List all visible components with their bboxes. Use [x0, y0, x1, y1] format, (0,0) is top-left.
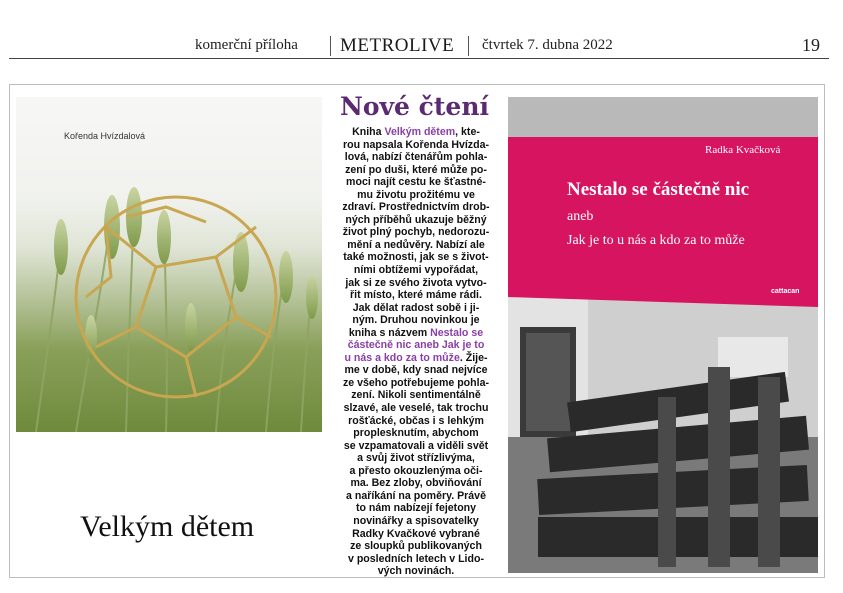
- article-line: [330, 440, 502, 453]
- issue-date: čtvrtek 7. dubna 2022: [482, 37, 613, 53]
- article-line: [330, 452, 502, 465]
- article-line: [330, 164, 502, 177]
- article-text: Kniha: [352, 126, 385, 138]
- article-text: jak si ze svého života vytvo-: [345, 276, 487, 289]
- article-line: [330, 528, 502, 541]
- article-text: řit místo, které máme rádi.: [350, 289, 482, 302]
- brand-name: METROLIVE: [340, 35, 455, 56]
- article-text: ními obtížemi vypořádat,: [353, 264, 479, 277]
- page-number: 19: [802, 35, 820, 55]
- article-line: [330, 314, 502, 327]
- article-line: [330, 540, 502, 553]
- article-text: zení. Nikoli sentimentálně: [351, 389, 481, 402]
- article-text: ma. Bez zloby, obviňování: [350, 477, 482, 490]
- article-text: . Žije-: [459, 351, 488, 364]
- article-text: , kte-: [455, 126, 480, 138]
- article-line: [330, 490, 502, 503]
- publisher-logo: cattacan: [771, 288, 800, 295]
- article-text: a přesto okouzlenýma oči-: [349, 464, 483, 477]
- article-text: lová, nabízí čtenářům pohla-: [344, 151, 488, 164]
- article-line: [330, 327, 502, 340]
- book-title-highlight: Nestalo se: [430, 326, 484, 339]
- header-divider: [330, 36, 331, 56]
- article-text: proplesknutím, abychom: [353, 427, 479, 440]
- header-divider: [468, 36, 469, 56]
- article-text: rošťácké, občas i s lehkým: [348, 414, 484, 427]
- article-text: a svůj život střízlivýma,: [357, 452, 475, 465]
- article-text: ze sloupků publikovaných: [350, 540, 482, 553]
- article-line: [330, 151, 502, 164]
- article-line: [330, 339, 502, 352]
- article-line: [330, 176, 502, 189]
- article-text: to nám nabízejí fejetony: [355, 502, 477, 515]
- article-text: novinářky a spisovatelky: [353, 514, 479, 527]
- article-text: ným. Druhou novinkou je: [352, 314, 480, 327]
- book-cover-nestalo-se: [508, 97, 818, 573]
- article-text: Radky Kvačkové vybrané: [352, 527, 480, 540]
- article-line: [330, 239, 502, 252]
- wheat-field-illustration: [16, 97, 322, 432]
- article-text: také možnosti, jak se s život-: [343, 251, 489, 264]
- article-body: [330, 126, 502, 578]
- article-text: Jak dělat radost sobě i ji-: [352, 301, 480, 314]
- pink-title-band: [508, 137, 818, 307]
- article-text: ných příběhů ukazuje běžný: [345, 213, 487, 226]
- book-title-highlight: u nás a kdo za to může: [344, 351, 460, 364]
- book-cover-velkym-detem: [16, 97, 322, 432]
- article-line: [330, 289, 502, 302]
- article-text: ze všeho potřebujeme pohla-: [343, 376, 489, 389]
- article-line: [330, 264, 502, 277]
- article-line: [330, 352, 502, 365]
- article-line: [330, 302, 502, 315]
- article-line: [330, 201, 502, 214]
- article-line: [330, 415, 502, 428]
- article-line: [330, 465, 502, 478]
- article-line: [330, 515, 502, 528]
- article-line: [330, 126, 502, 139]
- article-line: [330, 553, 502, 566]
- article-line: [330, 251, 502, 264]
- header-rule: [9, 58, 829, 59]
- article-line: [330, 427, 502, 440]
- article-text: kniha s názvem: [348, 326, 431, 339]
- article-line: [330, 565, 502, 578]
- page-header: [0, 0, 843, 60]
- article-text: a naříkání na poměry. Právě: [346, 489, 486, 502]
- article-line: [330, 389, 502, 402]
- article-line: [330, 214, 502, 227]
- article-text: mění a nedůvěry. Nabízí ale: [347, 238, 485, 251]
- book-title-highlight: částečně nic aneb Jak je to: [347, 339, 485, 352]
- article-text: vých novinách.: [377, 565, 455, 578]
- article-line: [330, 277, 502, 290]
- article-headline: Nové čtení: [340, 92, 490, 121]
- article-text: život plný pochyb, nedorozu-: [342, 226, 490, 239]
- article-line: [330, 402, 502, 415]
- left-book-title: Velkým dětem: [80, 510, 255, 543]
- right-cover-author: Radka Kvačková: [705, 144, 781, 156]
- article-line: [330, 226, 502, 239]
- article-text: zdraví. Prostřednictvím drob-: [342, 201, 490, 214]
- article-text: slzavé, ale veselé, tak trochu: [343, 402, 489, 415]
- article-text: mu životu prožitému ve: [357, 188, 475, 201]
- right-cover-title: Nestalo se částečně nic: [567, 179, 750, 200]
- article-line: [330, 364, 502, 377]
- article-line: [330, 477, 502, 490]
- article-line: [330, 502, 502, 515]
- section-label: komerční příloha: [195, 37, 298, 53]
- gold-circle-ornament: [76, 197, 276, 397]
- article-line: [330, 377, 502, 390]
- article-text: v posledních letech v Lido-: [348, 552, 484, 565]
- article-text: moci najít cestu ke šťastné-: [346, 176, 486, 189]
- mill-building-photo: [508, 97, 818, 573]
- right-cover-subtitle: Jak je to u nás a kdo za to může: [567, 233, 745, 248]
- article-text: se vzpamatovali a viděli svět: [343, 439, 489, 452]
- book-title-highlight: Velkým dětem: [384, 126, 456, 138]
- article-text: zení po duši, které může po-: [345, 163, 487, 176]
- article-column: [330, 92, 502, 576]
- article-text: rou napsala Kořenda Hvízda-: [343, 138, 489, 151]
- left-cover-author: Kořenda Hvízdalová: [64, 131, 146, 141]
- article-text: me v době, kdy snad nejvíce: [344, 364, 488, 377]
- article-line: [330, 189, 502, 202]
- article-line: [330, 139, 502, 152]
- right-cover-aneb: aneb: [567, 209, 594, 224]
